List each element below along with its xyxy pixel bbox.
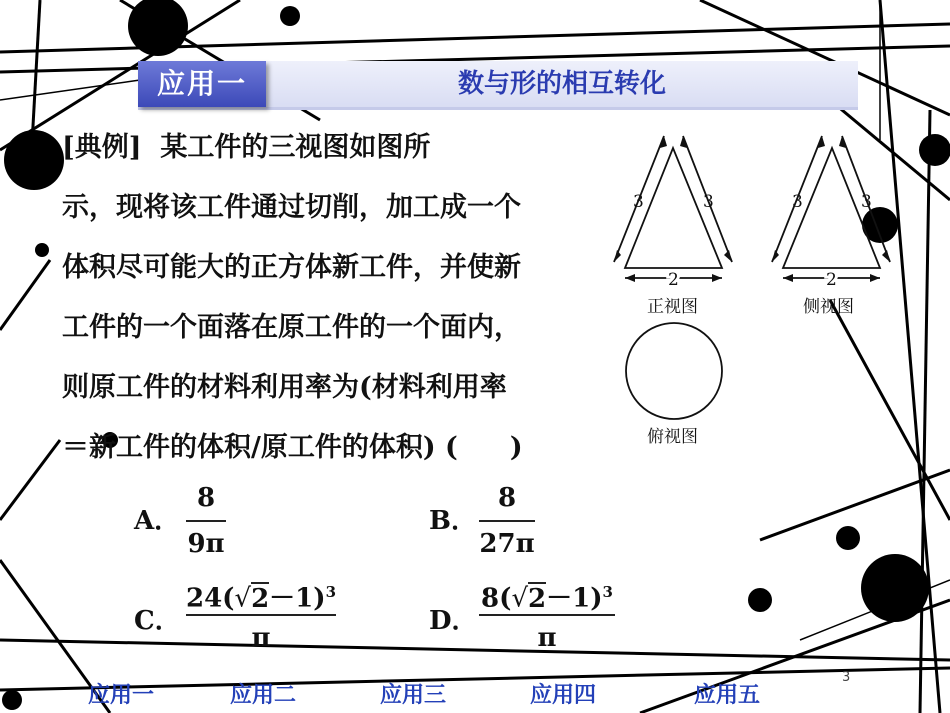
- choice-d-radicand: 2: [528, 583, 547, 614]
- top-view-circle: [626, 323, 722, 419]
- choice-d-fraction: [479, 572, 615, 658]
- choice-b-numerator: 8: [497, 483, 517, 513]
- choice-c-fraction: [186, 572, 336, 658]
- nav-item-4[interactable]: 应用四: [530, 683, 597, 708]
- front-left-slant-label: 3: [633, 192, 644, 212]
- nav-item-5[interactable]: 应用五: [694, 683, 761, 708]
- choice-b-letter: B．: [429, 506, 477, 536]
- problem-line-6: [62, 418, 602, 478]
- problem-line-2: 示，现将该工件通过切削，加工成一个: [62, 192, 521, 223]
- choice-a-numerator: 8: [196, 483, 216, 513]
- top-view-label: 俯视图: [647, 427, 698, 447]
- fraction-bar: [186, 614, 336, 616]
- problem-line-5: 则原工件的材料利用率为(材料利用率: [62, 372, 507, 403]
- problem-line-1-text: 某工件的三视图如图所: [160, 132, 431, 163]
- three-view-figure: [600, 120, 900, 450]
- choice-d-num-post: －1): [546, 583, 603, 614]
- choice-d-exponent: 3: [602, 583, 613, 601]
- choice-c-numerator: [186, 572, 336, 612]
- nav-item-2[interactable]: 应用二: [230, 683, 297, 708]
- choice-b-denominator: 27π: [479, 529, 535, 559]
- choice-c[interactable]: [130, 572, 360, 668]
- front-right-slant-label: 3: [703, 192, 714, 212]
- choice-b[interactable]: [425, 478, 565, 568]
- choice-c-num-post: －1): [269, 583, 326, 614]
- example-label: [典例]: [62, 132, 142, 163]
- front-view-label: 正视图: [647, 297, 698, 317]
- choice-d[interactable]: [425, 572, 635, 668]
- problem-line-1: [62, 118, 602, 178]
- choice-c-letter: C．: [134, 606, 181, 636]
- side-right-slant-label: 3: [861, 192, 872, 212]
- side-left-slant-label: 3: [792, 192, 803, 212]
- problem-text: [62, 118, 602, 478]
- nav-item-1[interactable]: 应用一: [88, 683, 155, 708]
- section-title: 数与形的相互转化: [457, 69, 666, 99]
- choice-a-denominator: 9π: [187, 529, 225, 559]
- fraction-bar: [186, 520, 226, 522]
- bottom-navigation: [0, 672, 950, 713]
- choice-d-num-pre: 8(: [481, 583, 512, 614]
- problem-line-6-text: ＝新工件的体积/原工件的体积) (: [62, 432, 458, 463]
- choice-a-fraction: [186, 478, 226, 564]
- sqrt-sign: √: [234, 583, 252, 614]
- nav-item-3[interactable]: 应用三: [380, 683, 447, 708]
- choice-a[interactable]: [130, 478, 250, 568]
- side-base-label: 2: [826, 270, 837, 290]
- choice-d-letter: D．: [429, 606, 478, 636]
- answer-close-paren: ): [509, 432, 523, 463]
- choice-c-denominator: π: [251, 623, 271, 653]
- choice-c-exponent: 3: [325, 583, 336, 601]
- sqrt-sign: √: [511, 583, 529, 614]
- choice-b-fraction: [479, 478, 535, 564]
- front-base-label: 2: [668, 270, 679, 290]
- choice-a-letter: A．: [134, 506, 181, 536]
- problem-line-3: 体积尽可能大的正方体新工件，并使新: [62, 252, 521, 283]
- choice-d-denominator: π: [537, 623, 557, 653]
- choice-c-radicand: 2: [251, 583, 270, 614]
- section-title-bar: [138, 61, 858, 110]
- choice-d-numerator: [479, 572, 615, 612]
- section-tag: 应用一: [138, 61, 266, 107]
- side-view-label: 侧视图: [803, 297, 854, 317]
- fraction-bar: [479, 614, 615, 616]
- fraction-bar: [479, 520, 535, 522]
- page-number: 3: [842, 670, 851, 685]
- problem-line-4: 工件的一个面落在原工件的一个面内，: [62, 312, 521, 343]
- choice-c-num-pre: 24(: [186, 583, 235, 614]
